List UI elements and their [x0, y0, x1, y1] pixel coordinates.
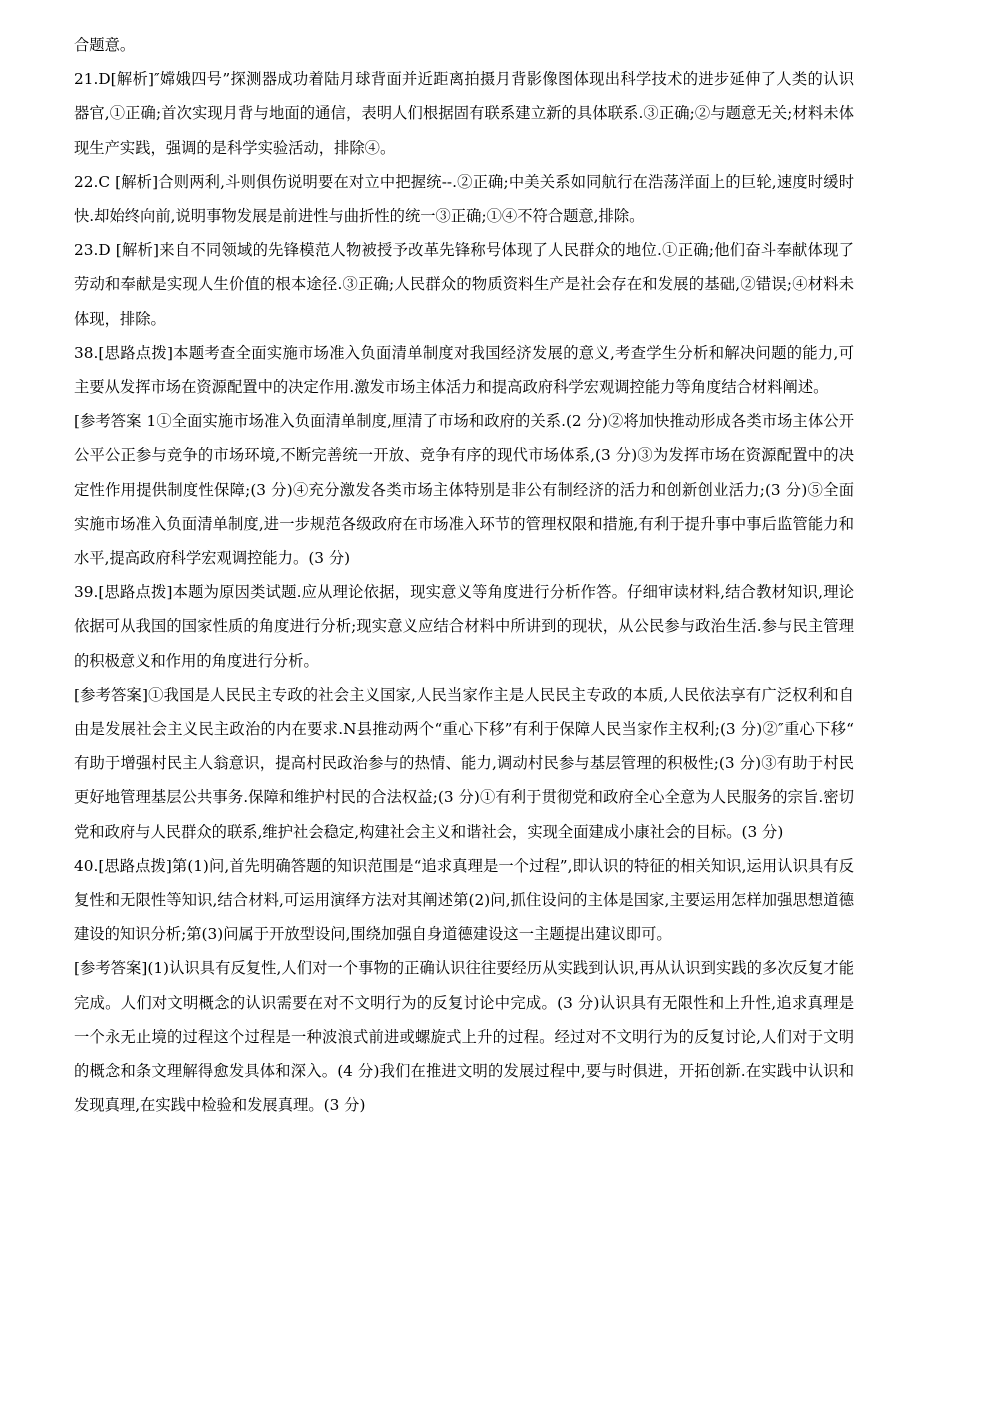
- answer-22: 22.C [解析]合则两利,斗则俱伤说明要在对立中把握统--.②正确;中美关系如同航行在浩荡洋面上的巨轮,速度时缓时快.却始终向前,说明事物发展是前进性与曲折性的统一③正确;①④不符合题意,排除。: [74, 172, 854, 226]
- paragraph-continuation: 合题意。: [74, 36, 136, 54]
- answer-23: 23.D [解析]来自不同领域的先锋模范人物被授予改革先锋称号体现了人民群众的地位.①正确;他们奋斗奉献体现了劳动和奉献是实现人生价值的根本途径.③正确;人民群众的物质资料生产是社会存在和发展的基础,②错误;④材料未体现，排除。: [74, 241, 854, 328]
- question-38-answer: [参考答案 1①全面实施市场准入负面清单制度,厘清了市场和政府的关系.(2 分)②将加快推动形成各类市场主体公开公平公正参与竞争的市场环境,不断完善统一开放、竞争有序的现代市场体系,(3 分)③为发挥市场在资源配置中的决定性作用提供制度性保障;(3 分)④充分激发各类市场主体特别是非公有制经济的活力和创新创业活力;(3 分)⑤全面实施市场准入负面清单制度,进一步规范各级政府在市场准入环节的管理权限和措施,有利于提升事中事后监管能力和水平,提高政府科学宏观调控能力。(3 分): [74, 412, 854, 568]
- question-39-answer: [参考答案]①我国是人民民主专政的社会主义国家,人民当家作主是人民民主专政的本质,人民依法享有广泛权利和自由是发展社会主义民主政治的内在要求.N县推动两个“重心下移”有利于保障人民当家作主权利;(3 分)②″重心下移“有助于增强村民主人翁意识，提高村民政治参与的热情、能力,调动村民参与基层管理的积极性;(3 分)③有助于村民更好地管理基层公共事务.保障和维护村民的合法权益;(3 分)①有利于贯彻党和政府全心全意为人民服务的宗旨.密切党和政府与人民群众的联系,维护社会稳定,构建社会主义和谐社会，实现全面建成小康社会的目标。(3 分): [74, 685, 854, 841]
- question-40-hint: 40.[思路点拨]第(1)问,首先明确答题的知识范围是“追求真理是一个过程”,即认识的特征的相关知识,运用认识具有反复性和无限性等知识,结合材料,可运用演绎方法对其阐述第(2)问,抓住设问的主体是国家,主要运用怎样加强思想道德建设的知识分析;第(3)问属于开放型设问,围绕加强自身道德建设这一主题提出建议即可。: [74, 856, 854, 944]
- question-38-hint: 38.[思路点拨]本题考查全面实施市场准入负面清单制度对我国经济发展的意义,考查学生分析和解决问题的能力,可主要从发挥市场在资源配置中的决定作用.激发市场主体活力和提高政府科学宏观调控能力等角度结合材料阐述。: [74, 343, 854, 397]
- answer-21: 21.D[解析]″嫦娥四号”探测器成功着陆月球背面并近距离拍摄月背影像图体现出科学技术的进步延伸了人类的认识器官,①正确;首次实现月背与地面的通信，表明人们根据固有联系建立新的具体联系.③正确;②与题意无关;材料未体现生产实践，强调的是科学实验活动，排除④。: [74, 70, 854, 157]
- answer-page: [74, 28, 854, 1123]
- question-39-hint: 39.[思路点拨]本题为原因类试题.应从理论依据，现实意义等角度进行分析作答。仔细审读材料,结合教材知识,理论依据可从我国的国家性质的角度进行分析;现实意义应结合材料中所讲到的现状，从公民参与政治生活.参与民主管理的积极意义和作用的角度进行分析。: [74, 583, 854, 670]
- question-40-answer: [参考答案](1)认识具有反复性,人们对一个事物的正确认识往往要经历从实践到认识,再从认识到实践的多次反复才能完成。人们对文明概念的认识需要在对不文明行为的反复讨论中完成。(3 分)认识具有无限性和上升性,追求真理是一个永无止境的过程这个过程是一种波浪式前进或螺旋式上升的过程。经过对不文明行为的反复讨论,人们对于文明的概念和条文理解得愈发具体和深入。(4 分)我们在推进文明的发展过程中,要与时俱进，开拓创新.在实践中认识和发现真理,在实践中检验和发展真理。(3 分): [74, 959, 854, 1115]
